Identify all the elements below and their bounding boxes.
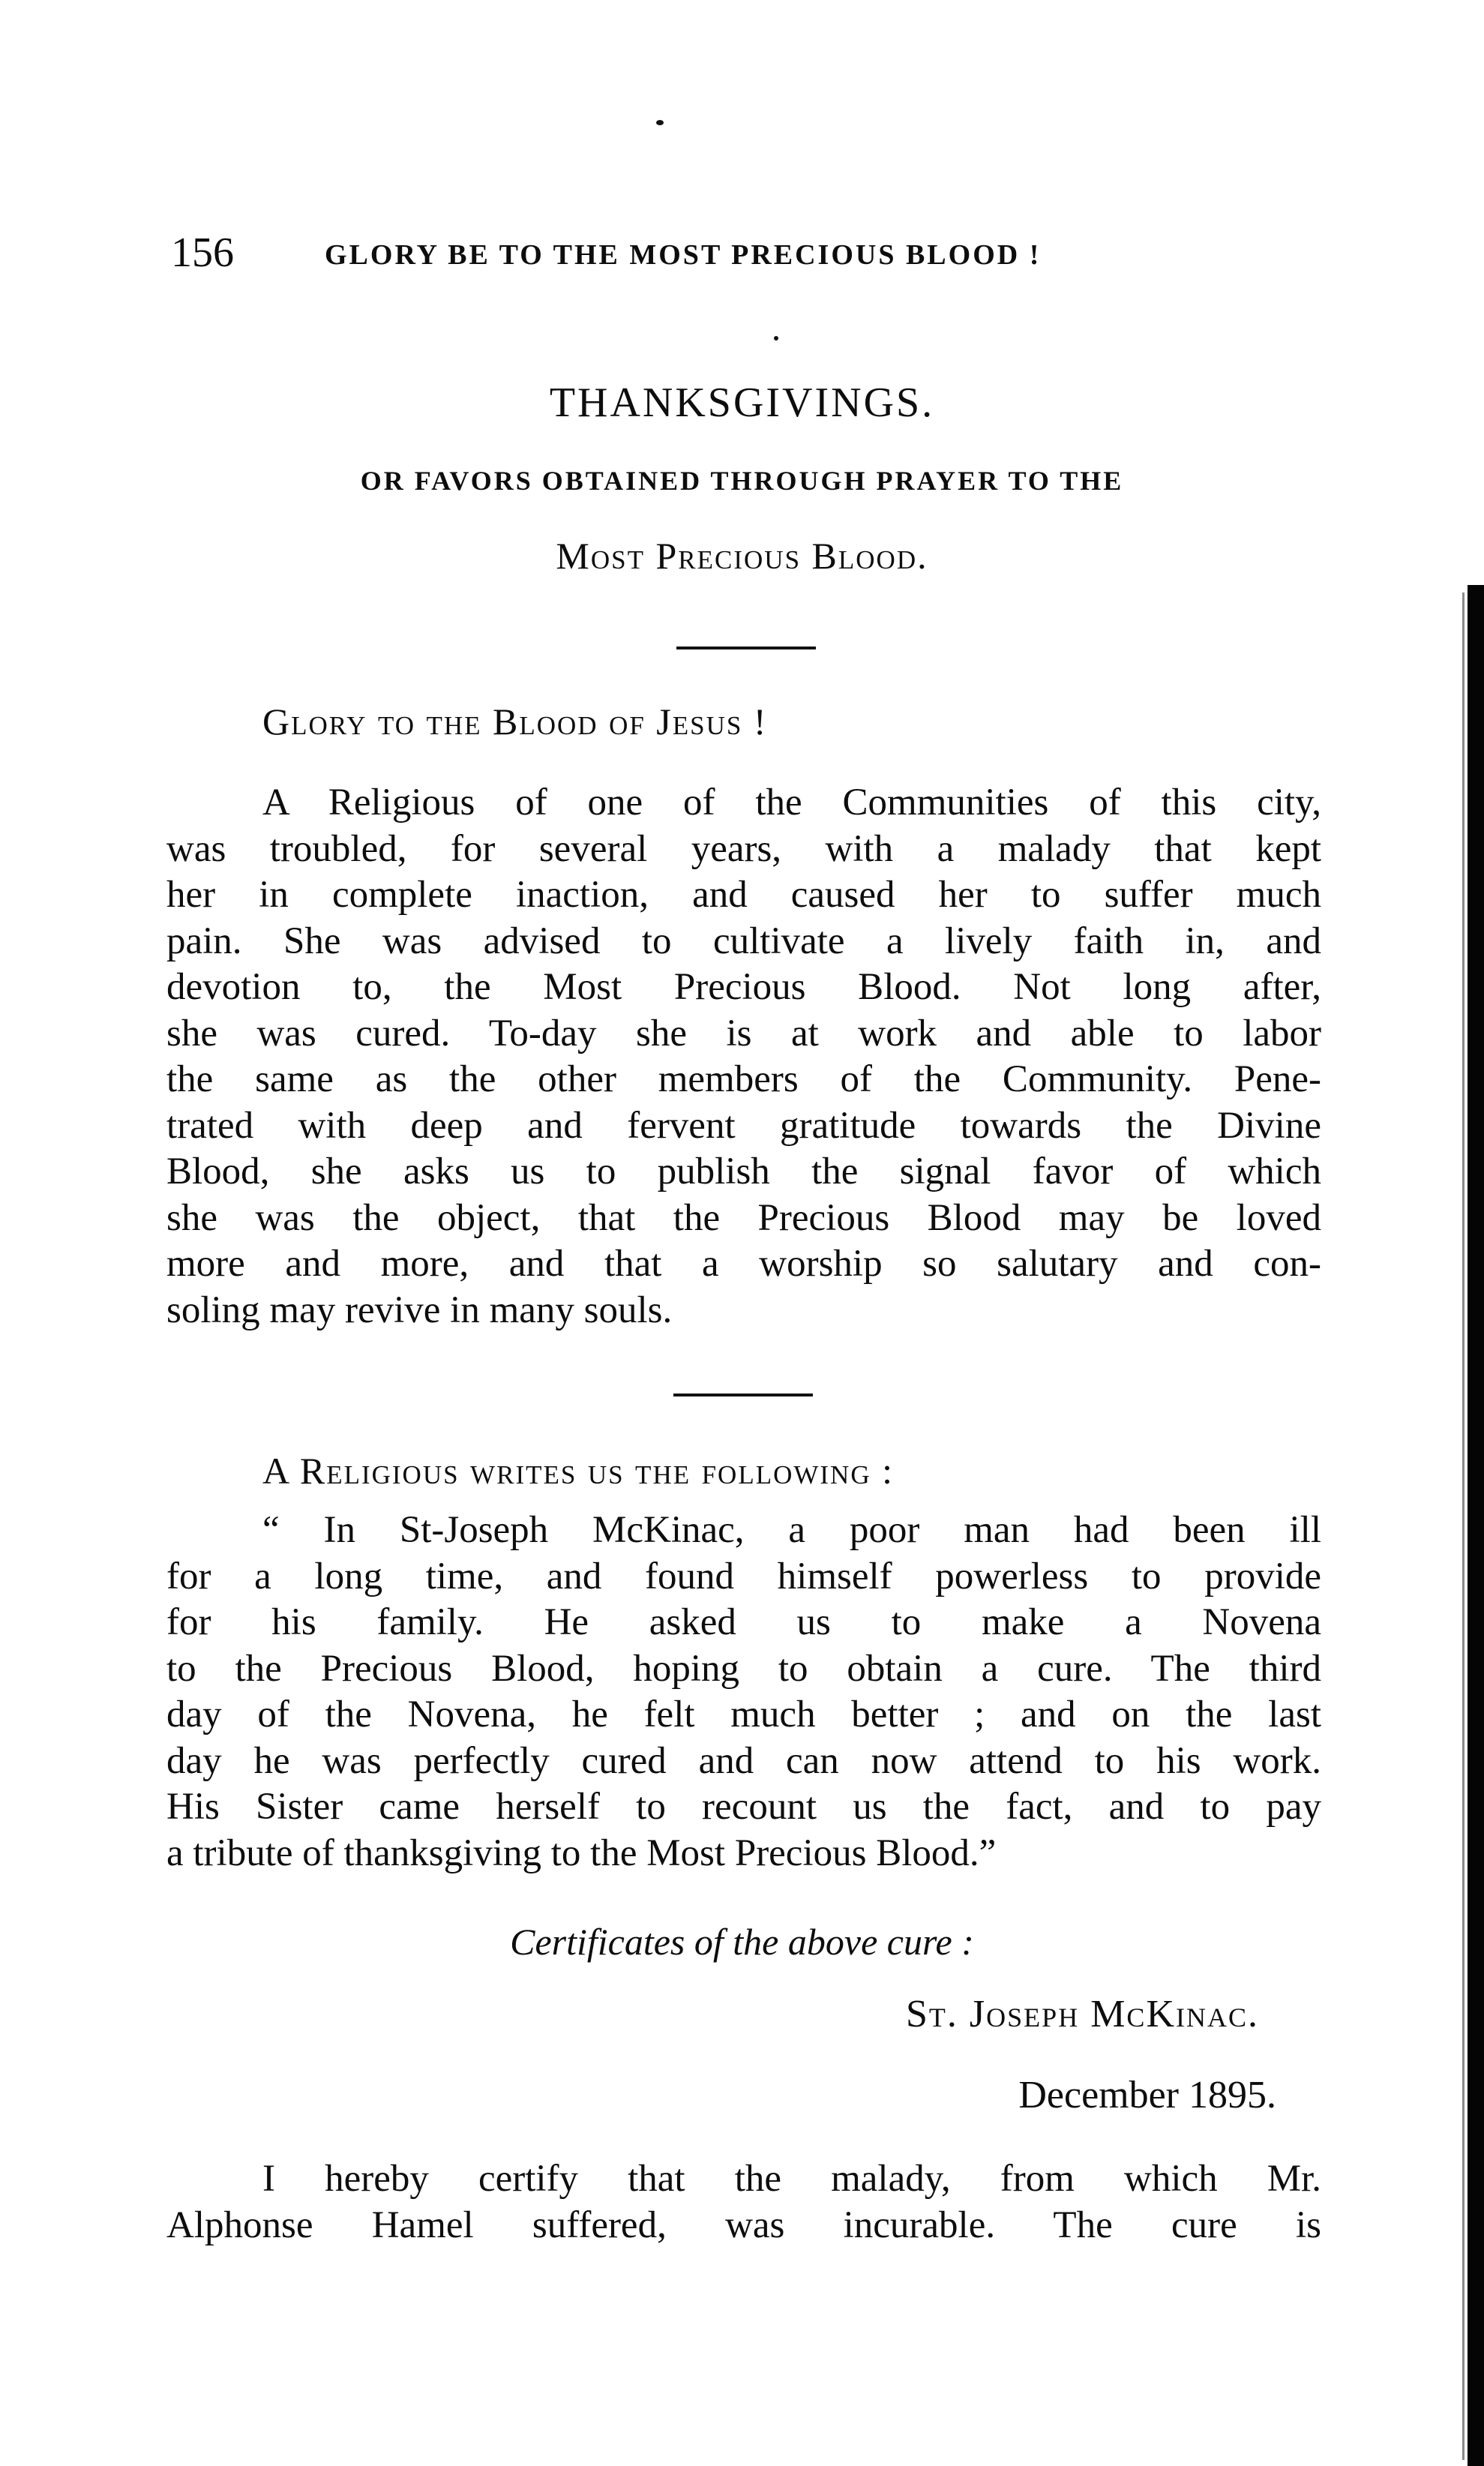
text-line: I hereby certify that the malady, from which Mr. <box>262 2158 1321 2200</box>
text-line: was troubled, for several years, with a malady that kept <box>166 827 1321 870</box>
page-title: THANKSGIVINGS. <box>549 380 935 426</box>
section-heading: Glory to the Blood of Jesus ! <box>262 700 768 742</box>
running-head <box>171 226 1326 279</box>
page-subtitle-second-line: Most Precious Blood. <box>556 535 928 577</box>
text-line: Alphonse Hamel suffered, was incurable. The cure is <box>166 2204 1321 2246</box>
text-line: the same as the other members of the Community. Pene- <box>166 1058 1321 1100</box>
text-line: a tribute of thanksgiving to the Most Precious Blood.” <box>166 1832 997 1874</box>
section-heading: A Religious writes us the following : <box>262 1450 895 1492</box>
text-line: pain. She was advised to cultivate a lively faith in, and <box>166 920 1321 962</box>
scan-speck <box>656 120 664 125</box>
text-line: she was cured. To-day she is at work and able to labor <box>166 1012 1321 1054</box>
text-line: she was the object, that the Precious Blood may be loved <box>166 1196 1321 1239</box>
text-line: day of the Novena, he felt much better ; and on the last <box>166 1694 1321 1736</box>
paragraph <box>166 780 1321 1334</box>
text-line: for his family. He asked us to make a Novena <box>166 1601 1321 1643</box>
section-divider <box>676 646 816 650</box>
text-line: her in complete inaction, and caused her to suffer much <box>166 874 1321 916</box>
page-edge-shadow <box>1468 585 1484 2466</box>
text-line: trated with deep and fervent gratitude towards the Divine <box>166 1104 1321 1147</box>
text-line: “ In St-Joseph McKinac, a poor man had been ill <box>262 1509 1321 1551</box>
paragraph <box>166 1508 1321 1876</box>
page-number: 156 <box>171 230 234 276</box>
text-line: soling may revive in many souls. <box>166 1288 673 1331</box>
paragraph <box>166 2156 1321 2248</box>
text-line: His Sister came herself to recount us the fact, and to pay <box>166 1786 1321 1828</box>
page-edge-line <box>1462 592 1465 2460</box>
text-line: for a long time, and found himself powerless to provide <box>166 1555 1321 1598</box>
text-line: more and more, and that a worship so salutary and con- <box>166 1243 1321 1285</box>
text-line: A Religious of one of the Communities of this city, <box>262 782 1321 824</box>
certificates-heading: Certificates of the above cure : <box>510 1921 974 1963</box>
date-line: December 1895. <box>1018 2074 1276 2116</box>
place-line: St. Joseph McKinac. <box>906 1993 1259 2036</box>
text-line: to the Precious Blood, hoping to obtain a cure. The third <box>166 1647 1321 1690</box>
running-title: GLORY BE TO THE MOST PRECIOUS BLOOD ! <box>325 239 1042 271</box>
text-line: Blood, she asks us to publish the signal favor of which <box>166 1150 1321 1192</box>
text-line: devotion to, the Most Precious Blood. Not long after, <box>166 966 1321 1008</box>
text-line: day he was perfectly cured and can now attend to his work. <box>166 1739 1321 1782</box>
scan-speck <box>774 336 778 340</box>
page-subtitle: OR FAVORS OBTAINED THROUGH PRAYER TO THE <box>360 466 1124 496</box>
section-divider <box>673 1394 813 1396</box>
